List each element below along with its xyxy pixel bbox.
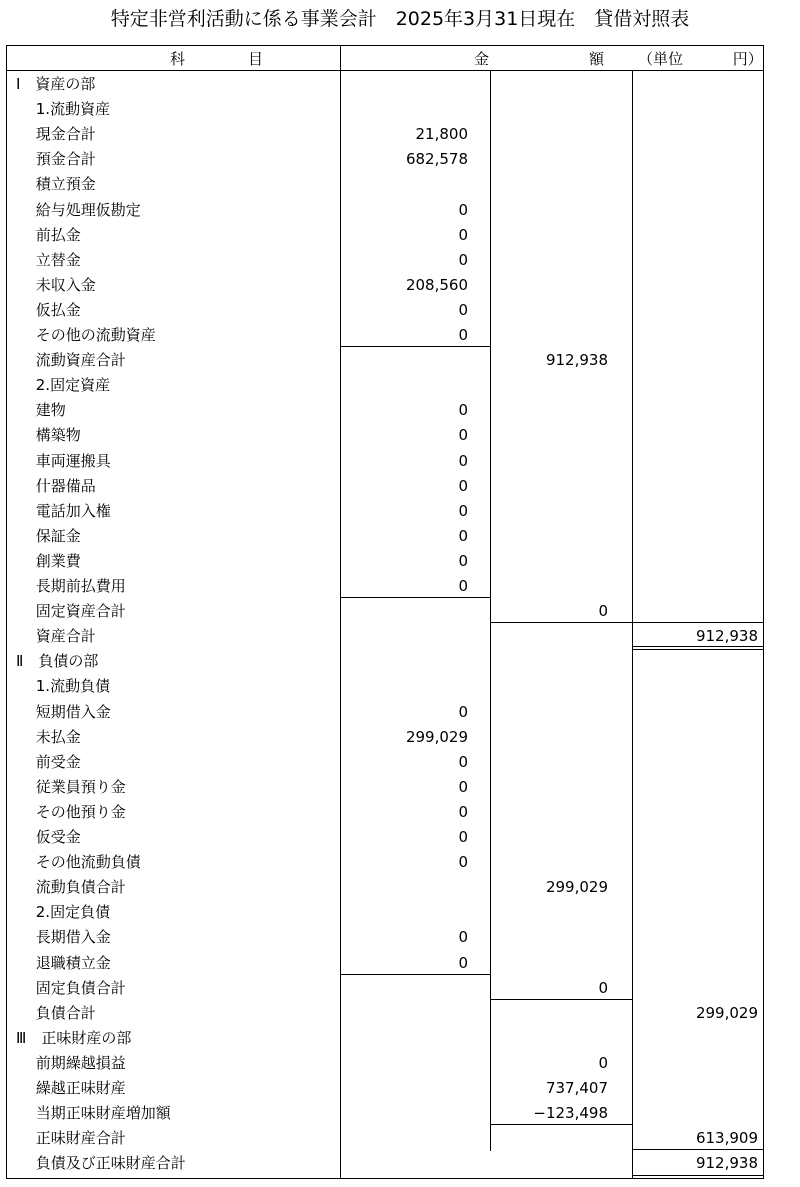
row-label: 固定負債合計 bbox=[16, 978, 126, 997]
amount-c1: 0 bbox=[458, 953, 468, 972]
amount-c1: 0 bbox=[458, 828, 468, 846]
total-rule bbox=[632, 1149, 763, 1150]
amount-c1: 0 bbox=[458, 401, 468, 420]
subtotal-rule bbox=[490, 1124, 632, 1125]
amount-c1: 0 bbox=[458, 451, 468, 470]
amount-c2: 299,029 bbox=[545, 878, 608, 897]
row-label: その他流動負債 bbox=[16, 853, 141, 872]
double-rule-top bbox=[632, 646, 763, 647]
row-label: 前受金 bbox=[16, 752, 81, 771]
amount-c1: 0 bbox=[458, 928, 468, 947]
amount-c1: 21,800 bbox=[415, 125, 468, 144]
row-label: 現金合計 bbox=[16, 125, 96, 144]
amount-c3: 613,909 bbox=[695, 1129, 758, 1148]
row-label: 建物 bbox=[16, 401, 66, 420]
amount-c3: 912,938 bbox=[695, 1154, 758, 1173]
row-label: 退職積立金 bbox=[16, 953, 111, 972]
amount-c1: 0 bbox=[458, 551, 468, 570]
row-label: 流動負債合計 bbox=[16, 878, 126, 897]
row-label: 什器備品 bbox=[16, 476, 96, 495]
row-label: 車両運搬具 bbox=[16, 451, 111, 470]
amount-c1: 0 bbox=[458, 200, 468, 219]
column-divider-1 bbox=[340, 45, 341, 1178]
amount-c2: 737,407 bbox=[545, 1079, 608, 1097]
column-divider-2 bbox=[490, 70, 491, 348]
amount-c1: 0 bbox=[458, 802, 468, 821]
row-label: 長期前払費用 bbox=[16, 577, 126, 595]
row-label: 電話加入権 bbox=[16, 501, 111, 520]
table-right-border bbox=[763, 45, 764, 1178]
column-divider-2 bbox=[490, 999, 491, 1152]
row-label: Ⅱ 負債の部 bbox=[16, 652, 99, 671]
amount-c1: 0 bbox=[458, 501, 468, 520]
row-label: 創業費 bbox=[16, 551, 81, 570]
row-label: 2.固定資産 bbox=[16, 376, 111, 395]
row-label: 構築物 bbox=[16, 426, 81, 445]
row-label: 負債及び正味財産合計 bbox=[16, 1154, 186, 1173]
amount-c2: 0 bbox=[598, 978, 608, 997]
amount-c3: 912,938 bbox=[695, 627, 758, 646]
amount-c1: 208,560 bbox=[405, 275, 468, 294]
table-bottom-border bbox=[6, 1178, 764, 1179]
amount-c1: 0 bbox=[458, 752, 468, 771]
amount-c1: 0 bbox=[458, 526, 468, 545]
amount-c1: 0 bbox=[458, 853, 468, 872]
row-label: 資産合計 bbox=[16, 627, 96, 646]
amount-c1: 0 bbox=[458, 300, 468, 319]
amount-c1: 0 bbox=[458, 326, 468, 344]
row-label: Ⅲ 正味財産の部 bbox=[16, 1028, 132, 1047]
document-title: 特定非営利活動に係る事業会計 2025年3月31日現在 貸借対照表 bbox=[110, 8, 690, 30]
table-left-border bbox=[6, 45, 7, 1178]
subtotal-rule bbox=[490, 999, 632, 1000]
row-label: 正味財産合計 bbox=[16, 1129, 126, 1148]
row-label: 未収入金 bbox=[16, 275, 96, 294]
amount-c2: 0 bbox=[598, 602, 608, 621]
table-top-border bbox=[6, 45, 763, 46]
amount-c2: 0 bbox=[598, 1053, 608, 1072]
row-label: 預金合計 bbox=[16, 150, 96, 169]
amount-c2: −123,498 bbox=[533, 1104, 608, 1123]
row-label: 1.流動資産 bbox=[16, 100, 111, 119]
row-label: 当期正味財産増加額 bbox=[16, 1104, 171, 1123]
header-subject-char-1: 科 bbox=[170, 50, 186, 68]
column-divider-3 bbox=[632, 999, 633, 1127]
row-label: 積立預金 bbox=[16, 175, 96, 194]
amount-c1: 0 bbox=[458, 702, 468, 721]
amount-c1: 0 bbox=[458, 777, 468, 796]
row-label: 仮払金 bbox=[16, 300, 81, 319]
header-amount-char-2: 額 bbox=[589, 50, 605, 68]
amount-c3: 299,029 bbox=[695, 1003, 758, 1022]
row-label: Ⅰ 資産の部 bbox=[16, 75, 96, 93]
row-label: 流動資産合計 bbox=[16, 351, 126, 370]
subtotal-rule bbox=[340, 346, 490, 347]
row-label: 立替金 bbox=[16, 250, 81, 269]
row-label: 給与処理仮勘定 bbox=[16, 200, 141, 219]
double-rule-top bbox=[632, 1175, 763, 1176]
row-label: 未払金 bbox=[16, 727, 81, 746]
column-divider-2 bbox=[490, 597, 491, 1001]
column-divider-3 bbox=[632, 622, 633, 1001]
header-subject-char-2: 目 bbox=[248, 50, 264, 68]
amount-c1: 0 bbox=[458, 225, 468, 244]
amount-c1: 0 bbox=[458, 250, 468, 269]
column-divider-3 bbox=[632, 70, 633, 624]
row-label: 2.固定負債 bbox=[16, 903, 111, 922]
header-amount-char-1: 金 bbox=[474, 50, 490, 68]
row-label: 前払金 bbox=[16, 225, 81, 244]
row-label: 前期繰越損益 bbox=[16, 1053, 126, 1072]
amount-c1: 0 bbox=[458, 426, 468, 445]
row-label: 保証金 bbox=[16, 526, 81, 545]
row-label: 繰越正味財産 bbox=[16, 1079, 126, 1097]
total-rule bbox=[632, 622, 763, 623]
double-rule-bottom bbox=[632, 649, 763, 650]
column-divider-3 bbox=[632, 1124, 633, 1178]
amount-c1: 682,578 bbox=[405, 150, 468, 169]
row-label: 固定資産合計 bbox=[16, 602, 126, 621]
row-label: 負債合計 bbox=[16, 1003, 96, 1022]
subtotal-rule bbox=[340, 974, 490, 975]
amount-c1: 0 bbox=[458, 577, 468, 595]
row-label: 1.流動負債 bbox=[16, 677, 111, 696]
row-label: 仮受金 bbox=[16, 828, 81, 846]
row-label: その他の流動資産 bbox=[16, 326, 156, 344]
subtotal-rule bbox=[340, 597, 490, 598]
header-bottom-border bbox=[6, 70, 763, 71]
amount-c2: 912,938 bbox=[545, 351, 608, 370]
row-label: 長期借入金 bbox=[16, 928, 111, 947]
amount-c1: 0 bbox=[458, 476, 468, 495]
header-unit: （単位 円） bbox=[638, 50, 763, 68]
row-label: 従業員預り金 bbox=[16, 777, 126, 796]
row-label: その他預り金 bbox=[16, 802, 126, 821]
column-divider-2 bbox=[490, 346, 491, 599]
amount-c1: 299,029 bbox=[405, 727, 468, 746]
row-label: 短期借入金 bbox=[16, 702, 111, 721]
subtotal-rule bbox=[490, 622, 632, 623]
